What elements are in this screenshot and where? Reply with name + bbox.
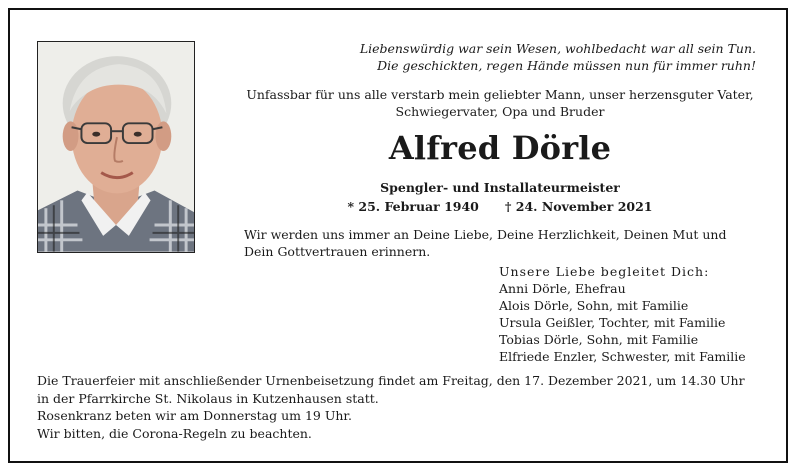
- profession: Spengler- und Installateurmeister: [380, 180, 620, 195]
- footer-line: Die Trauerfeier mit anschließender Urnenbeisetzung findet am Freitag, den 17. Dezember 2021, um 14.30 Uhr: [37, 373, 745, 388]
- memory-text: [244, 226, 764, 260]
- life-dates: [235, 198, 765, 215]
- portrait-photo: [37, 41, 195, 253]
- mourners-heading: Unsere Liebe begleitet Dich:: [499, 264, 710, 279]
- mourner-item: Anni Dörle, Ehefrau: [499, 281, 626, 296]
- intro-line: Unfassbar für uns alle verstarb mein geliebter Mann, unser herzensguter Vater,: [246, 87, 754, 102]
- quote-line: Die geschickten, regen Hände müssen nun für immer ruhn!: [377, 58, 756, 73]
- mourner-item: Ursula Geißler, Tochter, mit Familie: [499, 315, 726, 330]
- intro-line: Schwiegervater, Opa und Bruder: [395, 104, 605, 119]
- death-date: † 24. November 2021: [504, 199, 653, 214]
- epitaph-quote: [316, 40, 756, 74]
- footer-line: Wir bitten, die Corona-Regeln zu beachten.: [37, 425, 312, 441]
- quote-line: Liebenswürdig war sein Wesen, wohlbedacht war all sein Tun.: [359, 41, 756, 56]
- memory-line: Dein Gottvertrauen erinnern.: [244, 244, 431, 259]
- deceased-name: Alfred Dörle: [388, 129, 612, 167]
- footer-line: in der Pfarrkirche St. Nikolaus in Kutzenhausen statt.: [37, 390, 379, 406]
- footer-line: Rosenkranz beten wir am Donnerstag um 19 Uhr.: [37, 408, 352, 423]
- intro-text: [235, 86, 765, 120]
- mourner-item: Alois Dörle, Sohn, mit Familie: [499, 298, 689, 313]
- funeral-details: [37, 372, 767, 442]
- mourners-list: [499, 263, 769, 365]
- mourner-item: Elfriede Enzler, Schwester, mit Familie: [499, 349, 746, 364]
- memory-line: Wir werden uns immer an Deine Liebe, Deine Herzlichkeit, Deinen Mut und: [244, 227, 727, 242]
- birth-date: * 25. Februar 1940: [347, 199, 479, 214]
- mourner-item: Tobias Dörle, Sohn, mit Familie: [499, 332, 699, 347]
